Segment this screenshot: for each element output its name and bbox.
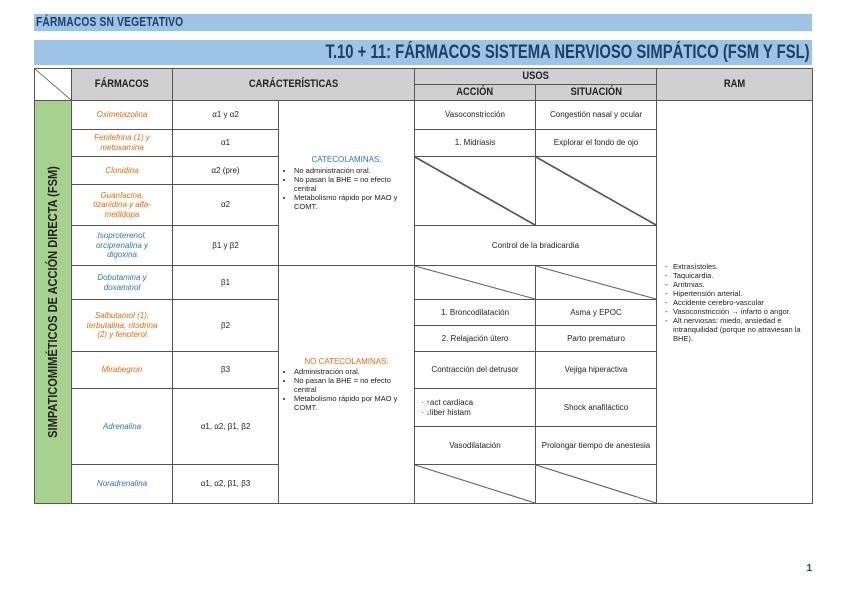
- ram-cell: [657, 101, 813, 504]
- situacion-cell: Vejiga hiperactiva: [536, 352, 657, 389]
- receptor-cell: α2 (pre): [173, 157, 279, 185]
- empty-accion-cell: [415, 266, 536, 300]
- drug-adrenalina: Adrenalina: [72, 389, 173, 465]
- header-accion: ACCIÓN: [415, 85, 536, 101]
- receptor-cell: α1, α2, β1, β3: [173, 465, 279, 504]
- page-number: 1: [806, 563, 812, 574]
- page-title: T.10 + 11: FÁRMACOS SISTEMA NERVIOSO SIMPÁTICO (FSM Y FSL): [325, 42, 810, 63]
- drug-noradrenalina: Noradrenalina: [72, 465, 173, 504]
- section-title: FÁRMACOS SN VEGETATIVO: [36, 15, 184, 29]
- list-item: - Vasoconstricción → infarto o angor.: [673, 307, 808, 316]
- accion-cell: 2. Relajación útero: [415, 326, 536, 352]
- no-catecolaminas-cell: [279, 266, 415, 504]
- list-item: - Taquicardia.: [673, 271, 808, 280]
- uso-cell: Control de la bradicardia: [415, 226, 657, 266]
- empty-situacion-cell: [536, 157, 657, 226]
- header-situacion: SITUACIÓN: [536, 85, 657, 101]
- drug-salbutamol: Salbutamol (1), terbutalina, ritodrina (2) y fenoterol: [72, 300, 173, 352]
- situacion-cell: Parto prematuro: [536, 326, 657, 352]
- empty-situacion-cell: [536, 465, 657, 504]
- empty-situacion-cell: [536, 266, 657, 300]
- receptor-cell: β3: [173, 352, 279, 389]
- receptor-cell: β2: [173, 300, 279, 352]
- drug-isoproterenol: Isoproterenol, orciprenalina y digoxina: [72, 226, 173, 266]
- group-label-cell: [35, 101, 72, 504]
- pharmacology-table: [34, 68, 813, 504]
- empty-accion-cell: [415, 465, 536, 504]
- list-item: - Alt nerviosas: miedo, ansiedad e intranquilidad (porque no atraviesan la BHE).: [673, 316, 808, 343]
- section-banner: [34, 14, 812, 31]
- accion-cell: 1. Midriasis: [415, 130, 536, 157]
- situacion-cell: Shock anafiláctico: [536, 389, 657, 427]
- title-banner: [34, 40, 812, 65]
- accion-cell: 1. Broncodilatación: [415, 300, 536, 326]
- list-item: - Extrasístoles.: [673, 262, 808, 271]
- list-item: • No pasan la BHE = no efecto central: [294, 175, 411, 193]
- situacion-cell: Explorar el fondo de ojo: [536, 130, 657, 157]
- list-item: - Hipertensión arterial.: [673, 289, 808, 298]
- receptor-cell: β1 y β2: [173, 226, 279, 266]
- receptor-cell: α1: [173, 130, 279, 157]
- drug-dobutamina: Dobutamina y doxaminol: [72, 266, 173, 300]
- corner-cell: [35, 69, 72, 101]
- receptor-cell: α2: [173, 185, 279, 226]
- list-item: • Metabolismo rápido por MAO y COMT.: [294, 193, 411, 211]
- accion-cell: Contracción del detrusor: [415, 352, 536, 389]
- situacion-cell: Prolongar tiempo de anestesia: [536, 427, 657, 465]
- list-item: • No pasan la BHE = no efecto central: [294, 376, 411, 394]
- header-caracteristicas: CARÁCTERÍSTICAS: [173, 69, 415, 101]
- no-catecolaminas-title: NO CATECOLAMINAS:: [304, 356, 389, 366]
- drug-oximetazolina: Oximetazolina: [72, 101, 173, 130]
- list-item: • No administración oral.: [294, 166, 411, 175]
- receptor-cell: α1 y α2: [173, 101, 279, 130]
- empty-accion-cell: [415, 157, 536, 226]
- drug-guanfacina: Guanfacina, tizanidina y alfa- metildopa: [72, 185, 173, 226]
- catecolaminas-cell: [279, 101, 415, 266]
- header-usos: USOS: [415, 69, 657, 85]
- header-farmacos: FÁRMACOS: [72, 69, 173, 101]
- list-item: • Administración oral.: [294, 367, 411, 376]
- accion-cell: · ↑act cardiaca · ↓liber histam: [415, 389, 536, 427]
- catecolaminas-title: CATECOLAMINAS:: [311, 155, 382, 165]
- list-item: • Metabolismo rápido por MAO y COMT.: [294, 394, 411, 412]
- drug-mirabegron: Mirabegron: [72, 352, 173, 389]
- header-ram: RAM: [657, 69, 813, 101]
- list-item: - Arritmias.: [673, 280, 808, 289]
- drug-fenilefrina: Fenilefrina (1) y metoxamina: [72, 130, 173, 157]
- receptor-cell: α1, α2, β1, β2: [173, 389, 279, 465]
- group-label: SIMPATICOMIMÉTICOS DE ACCIÓN DIRECTA (FSM): [45, 166, 61, 438]
- list-item: - Accidente cerebro-vascular: [673, 298, 808, 307]
- accion-cell: Vasoconstricción: [415, 101, 536, 130]
- accion-cell: Vasodilatación: [415, 427, 536, 465]
- situacion-cell: Congestión nasal y ocular: [536, 101, 657, 130]
- receptor-cell: β1: [173, 266, 279, 300]
- drug-clonidina: Clonidina: [72, 157, 173, 185]
- situacion-cell: Asma y EPOC: [536, 300, 657, 326]
